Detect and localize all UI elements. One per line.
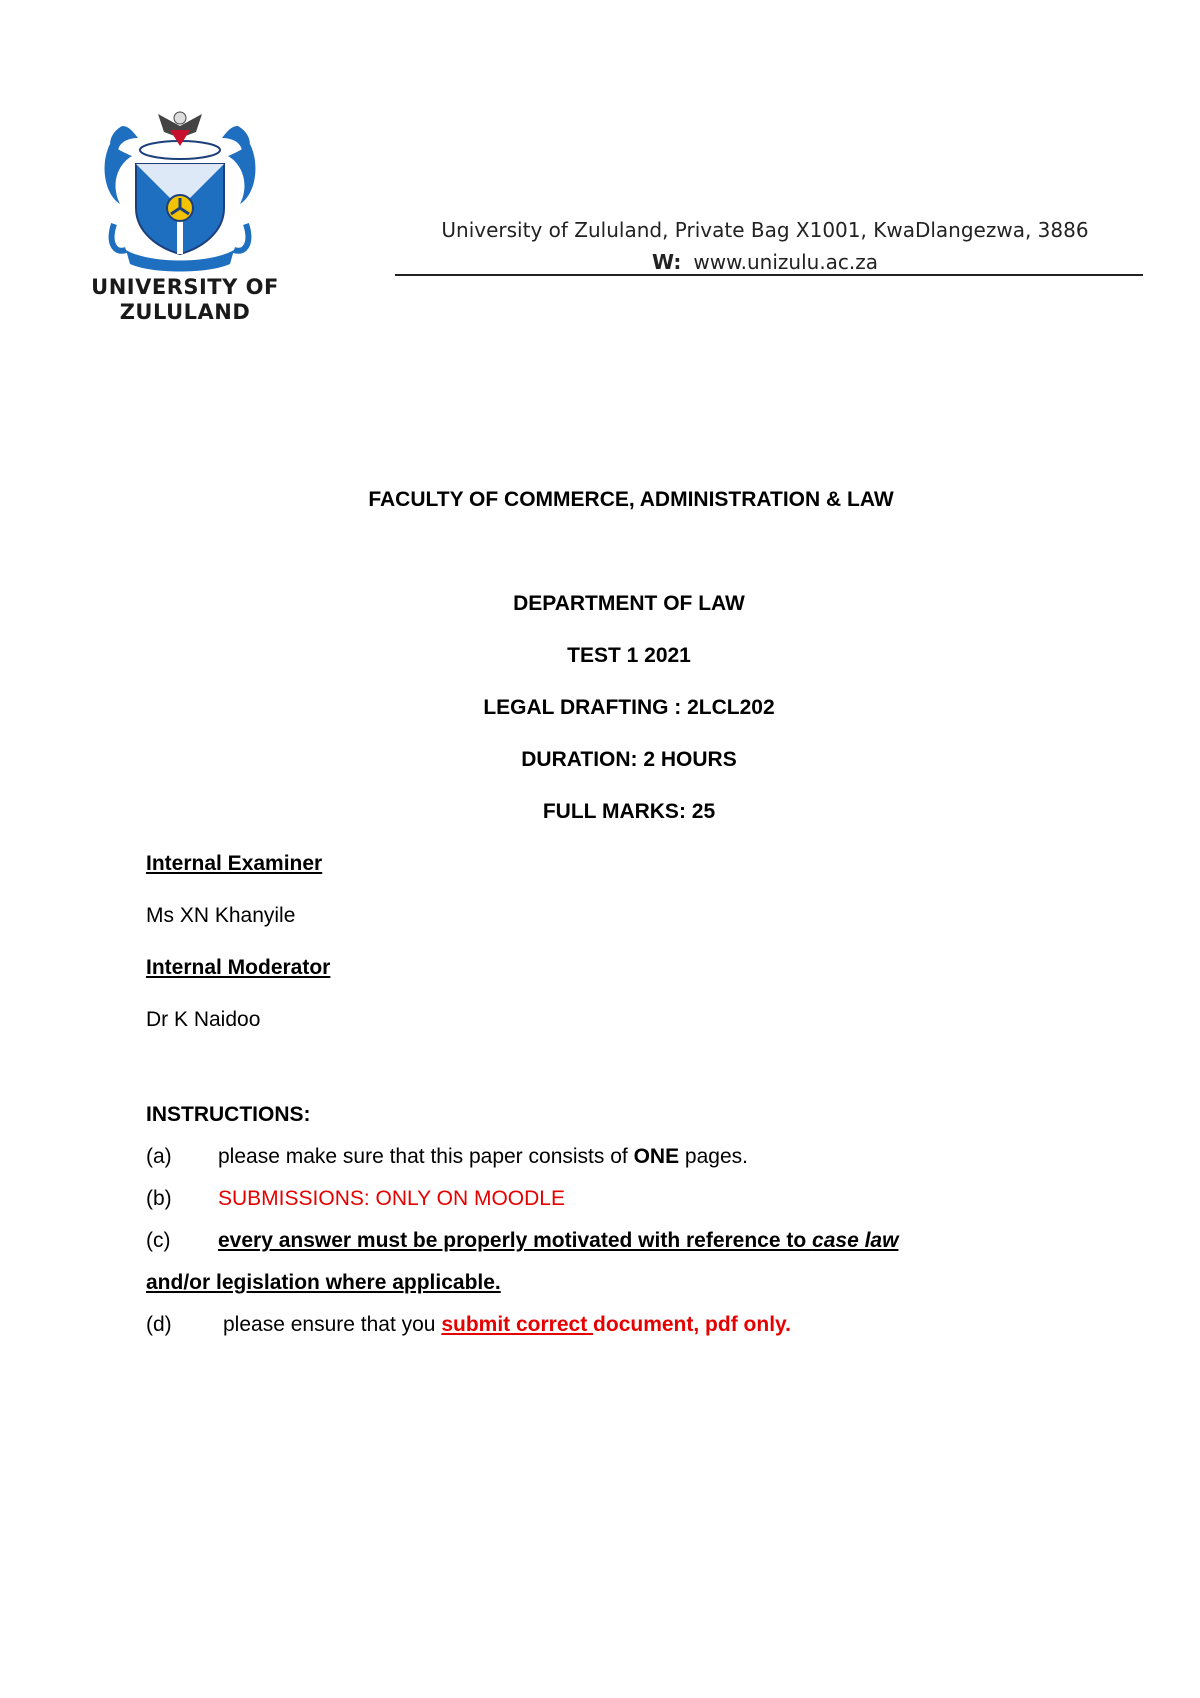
- instruction-marker: (a): [146, 1145, 172, 1168]
- instruction-c-text: every answer must be properly motivated with reference to: [218, 1229, 813, 1252]
- instruction-marker: (d): [146, 1313, 172, 1336]
- instruction-d-red: document, pdf only.: [593, 1313, 791, 1336]
- instruction-c-continued: [146, 1272, 501, 1293]
- logo-text-line-1: UNIVERSITY OF: [91, 275, 279, 299]
- instruction-d: [146, 1314, 791, 1335]
- instruction-marker: (b): [146, 1187, 172, 1210]
- instruction-d-red-underlined: submit correct: [441, 1313, 594, 1336]
- website-label: W:: [651, 250, 682, 274]
- instructions-heading: INSTRUCTIONS:: [146, 1103, 311, 1126]
- test-title: TEST 1 2021: [567, 644, 691, 667]
- website-line: [395, 250, 1135, 274]
- instruction-c-italic: case law: [812, 1229, 899, 1252]
- instruction-a-end: pages.: [679, 1145, 748, 1168]
- department-title: DEPARTMENT OF LAW: [513, 592, 745, 615]
- university-crest-logo: [100, 104, 260, 272]
- internal-moderator-label: Internal Moderator: [146, 956, 331, 979]
- internal-examiner-name: Ms XN Khanyile: [146, 904, 296, 927]
- duration-text: DURATION: 2 HOURS: [521, 748, 737, 771]
- website-url[interactable]: www.unizulu.ac.za: [693, 250, 879, 274]
- instruction-b: [146, 1188, 565, 1209]
- instruction-a-bold: ONE: [633, 1145, 680, 1168]
- full-marks-text: FULL MARKS: 25: [542, 800, 716, 823]
- university-address: University of Zululand, Private Bag X1001, KwaDlangezwa, 3886: [441, 218, 1089, 242]
- logo-text-line-2: ZULULAND: [119, 300, 251, 324]
- faculty-title: FACULTY OF COMMERCE, ADMINISTRATION & LAW: [368, 488, 894, 511]
- internal-examiner-label: Internal Examiner: [146, 852, 323, 875]
- header-divider: [395, 274, 1143, 276]
- internal-moderator-name: Dr K Naidoo: [146, 1008, 261, 1031]
- course-title: LEGAL DRAFTING : 2LCL202: [483, 696, 775, 719]
- instruction-a-text: please make sure that this paper consists of: [218, 1145, 634, 1168]
- instruction-marker: (c): [146, 1229, 171, 1252]
- instruction-d-text: please ensure that you: [223, 1313, 442, 1336]
- instruction-a: [146, 1146, 748, 1167]
- instruction-c-cont-text: and/or legislation where applicable.: [146, 1271, 501, 1294]
- instruction-b-text: SUBMISSIONS: ONLY ON MOODLE: [218, 1187, 565, 1210]
- instruction-c: [146, 1230, 898, 1251]
